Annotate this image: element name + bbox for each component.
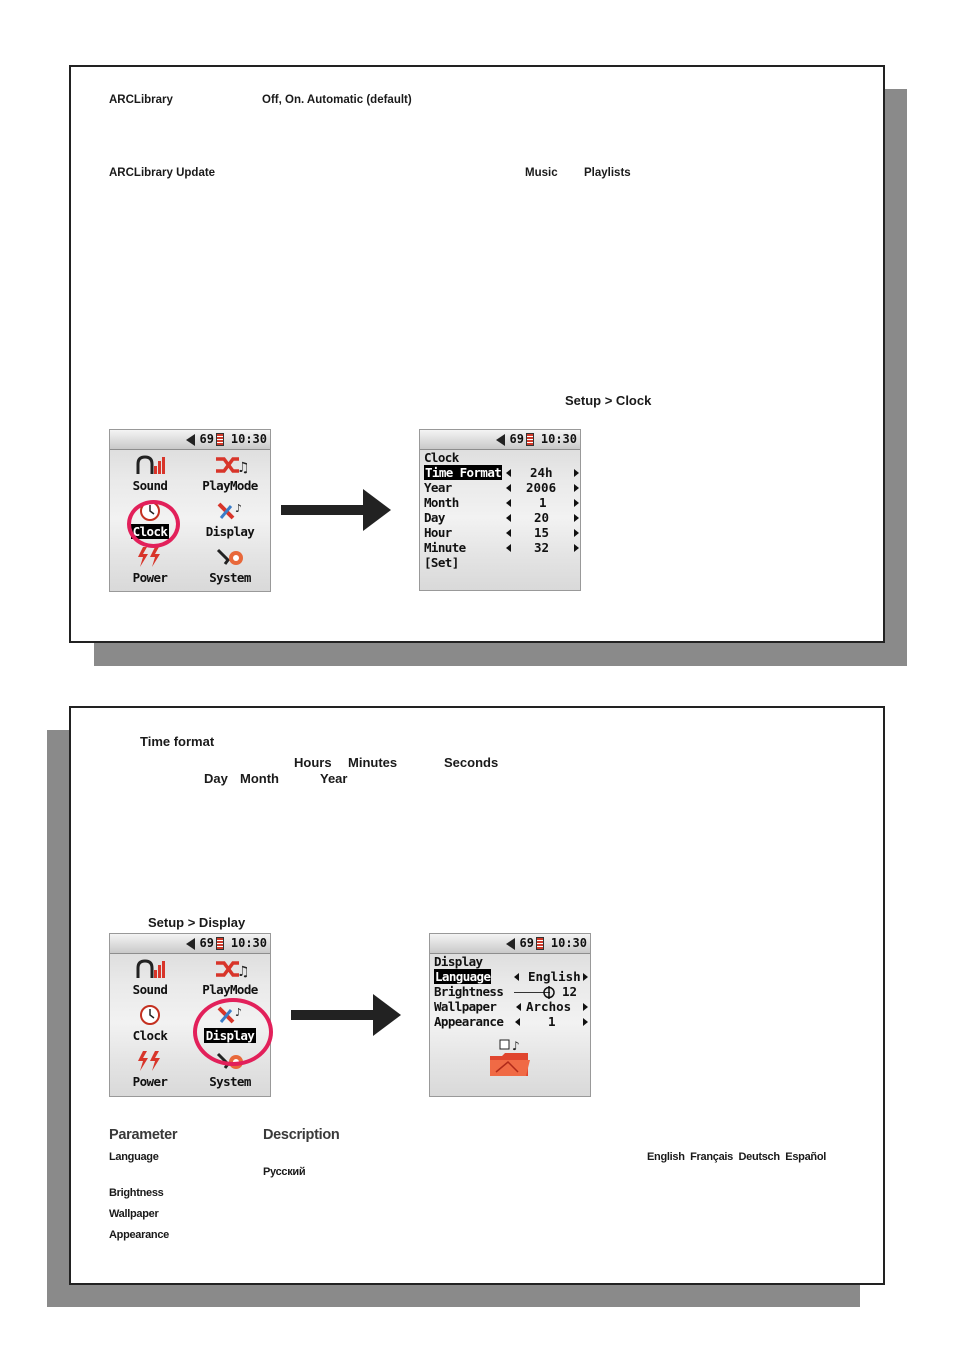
- clock-time: 10:30: [540, 432, 577, 446]
- value-appearance: 1: [548, 1014, 556, 1029]
- value-language: English: [528, 969, 581, 984]
- setting-hour[interactable]: Hour: [424, 525, 452, 540]
- language-russian: Русский: [263, 1166, 306, 1178]
- battery-icon: [536, 937, 544, 950]
- left-arrow-icon[interactable]: [515, 1018, 520, 1026]
- battery-icon: [216, 433, 224, 446]
- display-settings-screen: [429, 933, 591, 1097]
- table-row-brightness: Brightness: [109, 1187, 164, 1199]
- arclibrary-options: Off, On. Automatic (default): [262, 94, 412, 106]
- set-button[interactable]: [Set]: [424, 555, 459, 570]
- menu-label-clock: Clock: [132, 1028, 168, 1043]
- battery-icon: [526, 433, 534, 446]
- right-arrow-icon[interactable]: [574, 469, 579, 477]
- menu-label-playmode: PlayMode: [202, 982, 258, 997]
- value-month: 1: [539, 495, 547, 510]
- menu-label-sound: Sound: [132, 478, 168, 493]
- setting-time-format[interactable]: Time Format: [425, 465, 502, 480]
- setting-year[interactable]: Year: [424, 480, 452, 495]
- highlight-circle: [127, 500, 180, 548]
- menu-label-clock: Clock: [132, 524, 168, 539]
- clock-time: 10:30: [230, 432, 267, 446]
- value-time-format: 24h: [530, 465, 553, 480]
- left-arrow-icon[interactable]: [516, 1003, 521, 1011]
- table-row-wallpaper: Wallpaper: [109, 1208, 159, 1220]
- volume-level: 69: [199, 432, 214, 446]
- left-arrow-icon[interactable]: [514, 973, 519, 981]
- table-row-appearance: Appearance: [109, 1229, 169, 1241]
- arclibrary-update-label: ARCLibrary Update: [109, 167, 216, 179]
- value-day: 20: [534, 510, 550, 525]
- menu-item-playmode[interactable]: [190, 454, 270, 495]
- right-arrow-icon[interactable]: [574, 544, 579, 552]
- setting-wallpaper[interactable]: Wallpaper: [434, 999, 497, 1014]
- right-arrow-icon[interactable]: [583, 973, 588, 981]
- home-menu-screen-display: [109, 933, 271, 1097]
- display-folder-icon: [488, 1038, 532, 1078]
- setting-day[interactable]: Day: [424, 510, 445, 525]
- menu-label-system: System: [209, 570, 251, 585]
- power-icon: [135, 546, 165, 568]
- home-menu-screen-clock: [109, 429, 271, 592]
- right-arrow-icon[interactable]: [583, 1018, 588, 1026]
- status-bar: [420, 430, 580, 450]
- menu-label-sound: Sound: [132, 982, 168, 997]
- right-arrow-icon: [279, 487, 391, 535]
- panel-arclibrary-clock: [69, 65, 885, 643]
- left-arrow-icon[interactable]: [506, 529, 511, 537]
- music-label: Music: [525, 167, 558, 179]
- battery-icon: [216, 937, 224, 950]
- right-arrow-icon[interactable]: [574, 514, 579, 522]
- speaker-icon: [496, 434, 505, 446]
- menu-label-power: Power: [132, 570, 168, 585]
- left-arrow-icon[interactable]: [506, 499, 511, 507]
- clock-icon: [135, 1004, 165, 1026]
- minutes-label: Minutes: [348, 755, 398, 770]
- menu-item-clock[interactable]: [110, 1004, 190, 1045]
- arclibrary-label: ARCLibrary: [109, 94, 173, 106]
- playlists-label: Playlists: [584, 167, 631, 179]
- svg-text:♫: ♫: [237, 964, 250, 980]
- menu-item-system[interactable]: [190, 546, 270, 587]
- slider-knob-icon[interactable]: [543, 986, 555, 999]
- menu-item-power[interactable]: [110, 1050, 190, 1091]
- menu-label-system: System: [209, 1074, 251, 1089]
- right-arrow-icon[interactable]: [574, 529, 579, 537]
- menu-item-sound[interactable]: [110, 454, 190, 495]
- shuffle-icon: [215, 958, 250, 980]
- speaker-icon: [506, 938, 515, 950]
- right-arrow-icon[interactable]: [574, 484, 579, 492]
- svg-text:♪: ♪: [512, 1039, 520, 1053]
- right-arrow-icon: [289, 992, 401, 1040]
- menu-item-sound[interactable]: [110, 958, 190, 999]
- speaker-icon: [186, 938, 195, 950]
- brush-icon: [215, 500, 245, 522]
- sound-icon: [135, 958, 165, 980]
- shuffle-icon: [215, 454, 250, 476]
- seconds-label: Seconds: [444, 755, 499, 770]
- clock-settings-screen: [419, 429, 581, 591]
- setup-clock-path: Setup > Clock: [565, 393, 652, 408]
- value-brightness: 12: [562, 984, 578, 999]
- value-wallpaper: Archos: [526, 999, 572, 1014]
- left-arrow-icon[interactable]: [506, 514, 511, 522]
- menu-label-display: Display: [205, 1028, 255, 1043]
- screen-title-display: Display: [434, 954, 483, 969]
- hours-label: Hours: [294, 755, 332, 770]
- value-hour: 15: [534, 525, 550, 540]
- left-arrow-icon[interactable]: [506, 484, 511, 492]
- month-label: Month: [240, 771, 279, 786]
- setting-minute[interactable]: Minute: [424, 540, 466, 555]
- menu-item-display[interactable]: [190, 500, 270, 541]
- right-arrow-icon[interactable]: [574, 499, 579, 507]
- svg-text:♪: ♪: [235, 502, 243, 515]
- status-bar: [110, 934, 270, 954]
- svg-text:♫: ♫: [237, 460, 250, 476]
- speaker-icon: [186, 434, 195, 446]
- menu-item-power[interactable]: [110, 546, 190, 587]
- system-tools-icon: [215, 546, 245, 568]
- time-format-label: Time format: [140, 734, 215, 749]
- menu-label-display: Display: [205, 524, 255, 539]
- volume-level: 69: [519, 936, 534, 950]
- setting-appearance[interactable]: Appearance: [434, 1014, 504, 1029]
- sound-icon: [135, 454, 165, 476]
- value-year: 2006: [526, 480, 557, 495]
- menu-item-playmode[interactable]: [190, 958, 270, 999]
- setting-language[interactable]: Language: [435, 969, 491, 984]
- volume-level: 69: [199, 936, 214, 950]
- year-label: Year: [320, 771, 348, 786]
- value-minute: 32: [534, 540, 550, 555]
- setting-brightness[interactable]: Brightness: [434, 984, 504, 999]
- menu-label-playmode: PlayMode: [202, 478, 258, 493]
- table-header-description: Description: [263, 1127, 340, 1143]
- volume-level: 69: [509, 432, 524, 446]
- status-bar: [430, 934, 590, 954]
- left-arrow-icon[interactable]: [506, 544, 511, 552]
- screen-title-clock: Clock: [424, 450, 459, 465]
- highlight-circle: [193, 998, 273, 1066]
- setup-display-path: Setup > Display: [148, 915, 246, 930]
- setting-month[interactable]: Month: [424, 495, 459, 510]
- status-bar: [110, 430, 270, 450]
- svg-text:♪: ♪: [235, 1006, 243, 1019]
- day-label: Day: [204, 771, 228, 786]
- left-arrow-icon[interactable]: [506, 469, 511, 477]
- table-header-parameter: Parameter: [109, 1127, 178, 1143]
- power-icon: [135, 1050, 165, 1072]
- panel-time-display: [69, 706, 885, 1285]
- menu-label-power: Power: [132, 1074, 168, 1089]
- right-arrow-icon[interactable]: [583, 1003, 588, 1011]
- table-row-language: Language: [109, 1151, 159, 1163]
- clock-time: 10:30: [230, 936, 267, 950]
- language-list: English Français Deutsch Español: [647, 1151, 826, 1163]
- clock-time: 10:30: [550, 936, 587, 950]
